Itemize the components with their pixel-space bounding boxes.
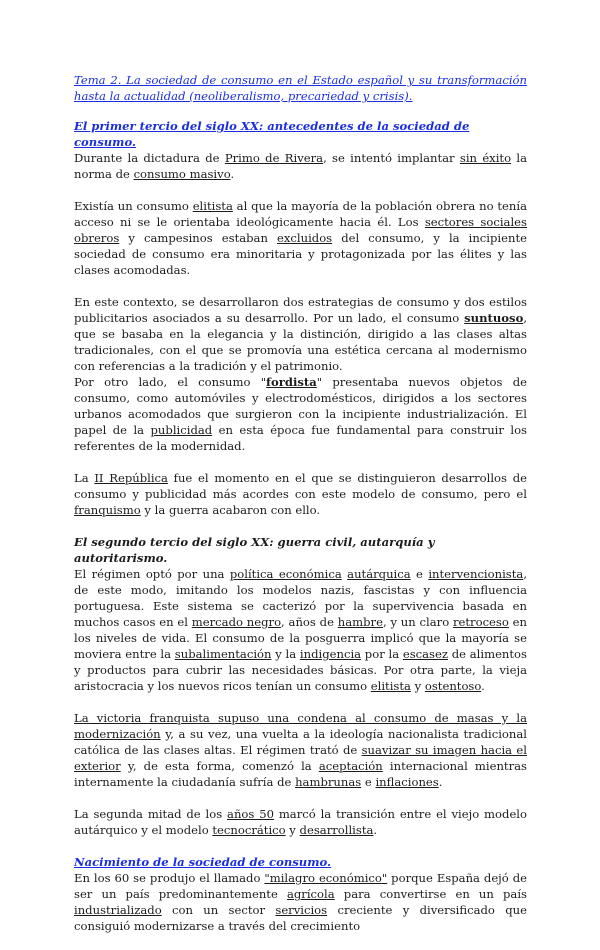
paragraph: La II República fue el momento en el que se distinguieron desarrollos de consumo y publicidad más acordes con este modelo de consumo, pero el franquismo y la guerra acabaron con ello. [74, 471, 527, 517]
underlined-term: consumo masivo [133, 167, 231, 181]
emphasis-term: fordista [266, 375, 317, 389]
paragraph: La segunda mitad de los años 50 marcó la transición entre el viejo modelo autárquico y el modelo tecnocrático y desarrollista. [74, 807, 527, 837]
underlined-term: servicios [275, 903, 328, 917]
underlined-term: sin éxito [459, 151, 512, 165]
paragraph: En los 60 se produjo el llamado "milagro económico" porque España dejó de ser un país predominantemente agrícola para convertirse en un país industrializado con un sector servicios creciente y diversificado que consiguió modernizarse a través del crecimiento [74, 871, 527, 933]
underlined-term: inflaciones [375, 775, 439, 789]
underlined-term: retroceso [452, 615, 509, 629]
paragraph: En este contexto, se desarrollaron dos estrategias de consumo y dos estilos publicitarios asociados a su desarrollo. Por un lado, el consumo suntuoso, que se basaba en la elegancia y la distinción, dirigido a las clases altas tradicionales, con el que se promovía una estética cercana al modernismo con referencias a la tradición y el patrimonio. [74, 295, 527, 373]
underlined-term: excluidos [277, 231, 333, 245]
underlined-term: subalimentación [174, 647, 272, 661]
paragraph: El régimen optó por una política económica autárquica e intervencionista, de este modo, imitando los modelos nazis, fascistas y con influencia portuguesa. Este sistema se cacterizó por la supervivencia basada en muchos casos en el mercado negro, años de hambre, y un claro retroceso en los niveles de vida. El consumo de la posguerra implicó que la mayoría se moviera entre la subalimentación y la indigencia por la escasez de alimentos y productos para cubrir las necesidades básicas. Por otra parte, la vieja aristocracia y los nuevos ricos tenían un consumo elitista y ostentoso. [74, 567, 528, 693]
section-heading-3: Nacimiento de la sociedad de consumo. [74, 855, 332, 869]
underlined-term: elitista [370, 679, 411, 693]
underlined-term: desarrollista [299, 823, 374, 837]
emphasis-term: suntuoso [464, 311, 524, 325]
underlined-term: política económica [229, 567, 342, 581]
section-heading-1: El primer tercio del siglo XX: antecedentes de la sociedad de consumo. [74, 119, 470, 149]
underlined-term: mercado negro [191, 615, 282, 629]
underlined-term: "milagro económico" [264, 871, 388, 885]
underlined-term: sectores sociales obreros [74, 215, 527, 245]
underlined-term: publicidad [150, 423, 213, 437]
paragraph: La victoria franquista supuso una condena al consumo de masas y la modernización y, a su vez, una vuelta a la ideología nacionalista tradicional católica de las clases altas. El régimen trató de suavizar su imagen hacia el exterior y, de esta forma, comenzó la aceptación internacional mientras internamente la ciudadanía sufría de hambrunas e inflaciones. [74, 711, 527, 789]
underlined-term: hambre [337, 615, 383, 629]
underlined-term: escasez [402, 647, 448, 661]
underlined-term: indigencia [299, 647, 362, 661]
underlined-term: La victoria franquista supuso una condena al consumo de masas y la modernización [74, 711, 527, 741]
underlined-term: aceptación [318, 759, 383, 773]
underlined-term: tecnocrático [212, 823, 286, 837]
underlined-term: agrícola [286, 887, 335, 901]
underlined-term: Primo de Rivera [224, 151, 324, 165]
underlined-term: autárquica [347, 567, 411, 581]
underlined-term: industrializado [74, 903, 162, 917]
underlined-term: intervencionista [428, 567, 524, 581]
document-title: Tema 2. La sociedad de consumo en el Estado español y su transformación hasta la actualidad (neoliberalismo, precariedad y crisis). [74, 73, 527, 103]
section-heading-2: El segundo tercio del siglo XX: guerra civil, autarquía y autoritarismo. [74, 535, 435, 565]
paragraph: Existía un consumo elitista al que la mayoría de la población obrera no tenía acceso ni se le orientaba ideológicamente hacia él. Los sectores sociales obreros y campesinos estaban excluidos del consumo, y la incipiente sociedad de consumo era minoritaria y protagonizada por las élites y las clases acomodadas. [74, 199, 528, 277]
underlined-term: suavizar su imagen hacia el exterior [74, 743, 527, 773]
underlined-term: hambrunas [295, 775, 362, 789]
underlined-term: franquismo [74, 503, 141, 517]
underlined-term: años 50 [227, 807, 274, 821]
underlined-term: II República [94, 471, 168, 485]
paragraph: Por otro lado, el consumo "fordista" presentaba nuevos objetos de consumo, como automóviles y electrodomésticos, dirigidos a los sectores urbanos acomodados que surgieron con la incipiente industrialización. El papel de la publicidad en esta época fue fundamental para construir los referentes de la modernidad. [74, 375, 527, 453]
document-page [74, 72, 527, 950]
paragraph: Durante la dictadura de Primo de Rivera, se intentó implantar sin éxito la norma de consumo masivo. [74, 151, 527, 181]
underlined-term: ostentoso [424, 679, 482, 693]
underlined-term: elitista [192, 199, 233, 213]
